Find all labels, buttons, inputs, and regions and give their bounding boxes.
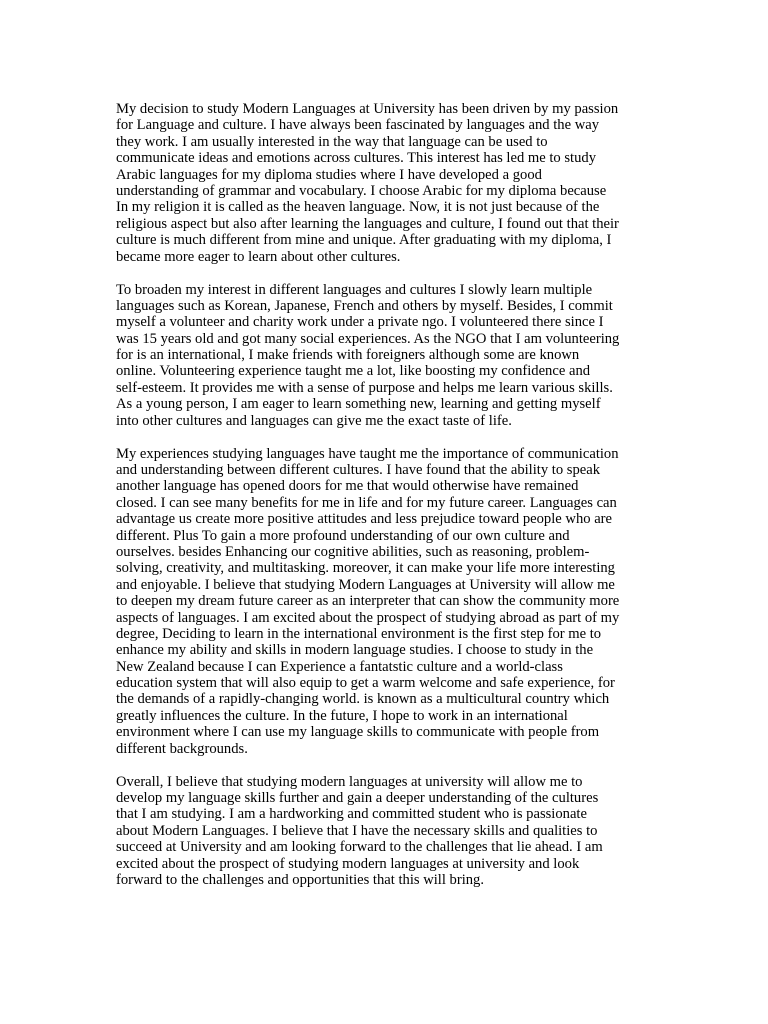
text-line: was 15 years old and got many social experiences. As the NGO that I am volunteering [116,330,620,347]
text-line: As a young person, I am eager to learn something new, learning and getting myself [116,396,601,413]
text-line: forward to the challenges and opportunities that this will bring. [116,871,485,888]
paragraph-gap [116,265,682,282]
text-line: environment where I can use my language skills to communicate with people from [116,724,600,741]
paragraph-4 [116,774,682,889]
text-line: New Zealand because I can Experience a fantatstic culture and a world-class [116,658,563,675]
text-line: they work. I am usually interested in the way that language can be used to [116,133,548,150]
text-line: another language has opened doors for me that would otherwise have remained [116,478,579,495]
text-line: to deepen my dream future career as an interpreter that can show the community more [116,593,620,610]
text-line: and understanding between different cultures. I have found that the ability to speak [116,462,601,478]
text-line: enhance my ability and skills in modern language studies. I choose to study in the [116,642,594,659]
text-line: communicate ideas and emotions across cultures. This interest has led me to study [116,150,596,167]
text-line: online. Volunteering experience taught me a lot, like boosting my confidence and [116,363,591,380]
text-line: ourselves. besides Enhancing our cognitive abilities, such as reasoning, problem- [116,543,590,560]
text-line: In my religion it is called as the heaven language. Now, it is not just because of the [116,199,600,216]
text-line: greatly influences the culture. In the future, I hope to work in an international [116,707,568,724]
text-line: solving, creativity, and multitasking. moreover, it can make your life more interesting [116,560,615,577]
text-line: into other cultures and languages can give me the exact taste of life. [116,412,512,429]
text-line: aspects of languages. I am excited about the prospect of studying abroad as part of my [116,609,620,626]
text-line: for Language and culture. I have always been fascinated by languages and the way [116,117,600,134]
paragraph-1 [116,101,682,265]
text-line: languages such as Korean, Japanese, French and others by myself. Besides, I commit [116,297,613,314]
text-line: My experiences studying languages have taught me the importance of communication [116,445,619,462]
text-line: education system that will also equip to get a warm welcome and safe experience, for [116,675,615,692]
text-line: Arabic languages for my diploma studies where I have developed a good [116,166,542,183]
text-line: different. Plus To gain a more profound understanding of our own culture and [116,527,570,544]
text-line: different backgrounds. [116,740,248,757]
paragraph-3 [116,446,682,757]
text-line: advantage us create more positive attitudes and less prejudice toward people who are [116,511,613,528]
text-line: self-esteem. It provides me with a sense of purpose and helps me learn various skills. [116,379,613,396]
text-line: succeed at University and am looking forward to the challenges that lie ahead. I am [116,839,603,856]
paragraph-gap [116,757,682,774]
text-line: and enjoyable. I believe that studying Modern Languages at University will allow me [116,576,615,593]
text-line: develop my language skills further and gain a deeper understanding of the cultures [116,790,599,807]
text-line: became more eager to learn about other cultures. [116,248,401,265]
text-line: for is an international, I make friends with foreigners although some are known [116,347,580,364]
text-line: My decision to study Modern Languages at University has been driven by my passion [116,101,619,117]
text-line: about Modern Languages. I believe that I have the necessary skills and qualities to [116,822,598,839]
text-line: degree, Deciding to learn in the international environment is the first step for me to [116,625,602,642]
text-line: religious aspect but also after learning the languages and culture, I found out that their [116,215,619,232]
text-line: understanding of grammar and vocabulary. I choose Arabic for my diploma because [116,182,607,199]
text-line: To broaden my interest in different languages and cultures I slowly learn multiple [116,281,593,298]
text-line: the demands of a rapidly-changing world. is known as a multicultural country which [116,691,610,708]
text-line: closed. I can see many benefits for me in life and for my future career. Languages can [116,494,617,511]
paragraph-gap [116,429,682,446]
paragraph-2 [116,282,682,430]
text-line: culture is much different from mine and unique. After graduating with my diploma, I [116,232,612,249]
text-line: myself a volunteer and charity work under a private ngo. I volunteered there since I [116,314,604,331]
text-line: Overall, I believe that studying modern languages at university will allow me to [116,773,583,790]
essay-body [116,101,682,888]
text-line: that I am studying. I am a hardworking and committed student who is passionate [116,806,587,823]
text-line: excited about the prospect of studying modern languages at university and look [116,855,580,872]
